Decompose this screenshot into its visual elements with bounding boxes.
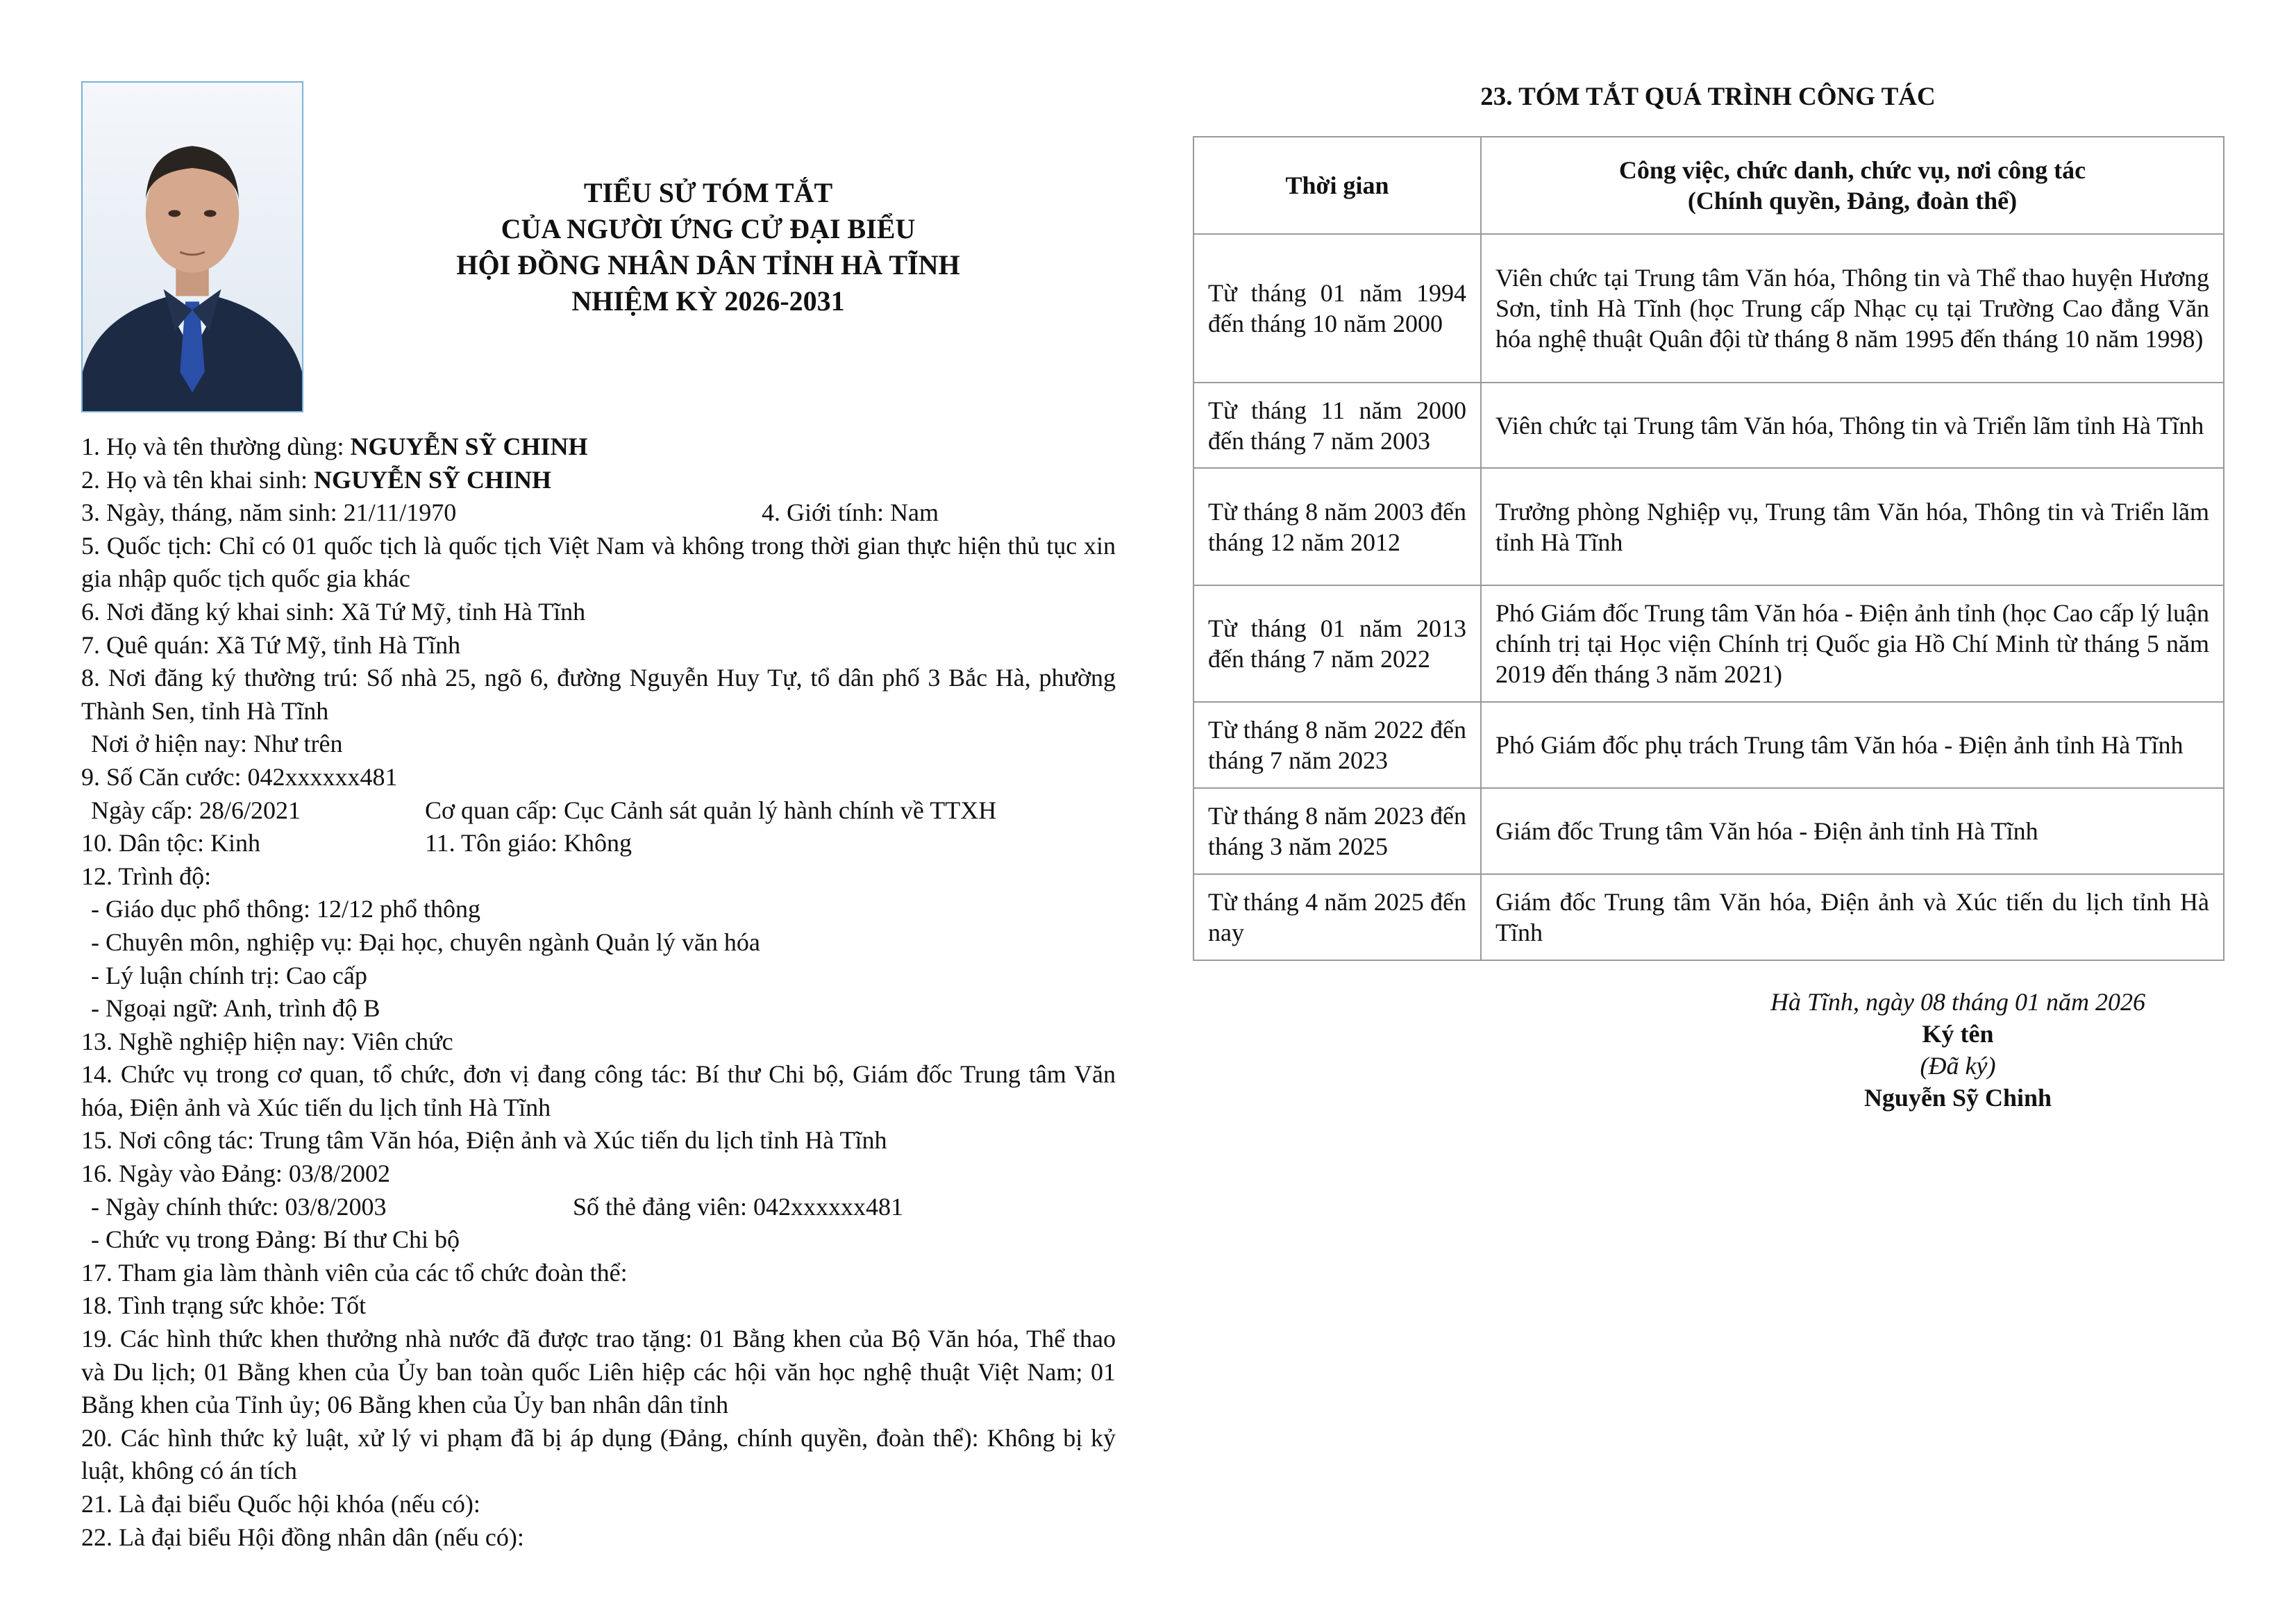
bio-item-6: 6. Nơi đăng ký khai sinh: Xã Tứ Mỹ, tỉnh Hà Tĩnh [81,597,586,626]
religion: 11. Tôn giáo: Không [425,829,632,857]
date-of-birth: 3. Ngày, tháng, năm sinh: 21/11/1970 [81,499,457,527]
bio-item-10-11 [81,827,1116,860]
bio-item-21: 21. Là đại biểu Quốc hội khóa (nếu có): [81,1490,480,1518]
bio-item-13: 13. Nghề nghiệp hiện nay: Viên chức [81,1027,453,1055]
bio-item-12: 12. Trình độ: [81,862,212,890]
bio-item-2 [81,464,1116,497]
table-row [1193,234,2224,383]
bio-item-7: 7. Quê quán: Xã Tứ Mỹ, tỉnh Hà Tĩnh [81,630,461,659]
party-official-row [81,1191,1116,1224]
id-issue-date: Ngày cấp: 28/6/2021 [91,796,301,824]
birth-name-value: NGUYỄN SỸ CHINH [313,465,551,494]
row-description: Giám đốc Trung tâm Văn hóa, Điện ảnh và Xúc tiến du lịch tỉnh Hà Tĩnh [1481,874,2224,960]
row-time: Từ tháng 01 năm 2013 đến tháng 7 năm 2022 [1193,585,1481,702]
gender: 4. Giới tính: Nam [762,499,939,527]
signed-note: (Đã ký) [1920,1052,1996,1080]
biography-list [81,430,1116,1554]
row-time: Từ tháng 11 năm 2000 đến tháng 7 năm 2003 [1193,383,1481,468]
row-description: Phó Giám đốc phụ trách Trung tâm Văn hóa - Điện ảnh tỉnh Hà Tĩnh [1481,702,2224,788]
common-name-label: 1. Họ và tên thường dùng: [81,433,351,460]
education-political: - Lý luận chính trị: Cao cấp [91,961,367,989]
ethnicity: 10. Dân tộc: Kinh [81,829,260,857]
common-name-value: NGUYỄN SỸ CHINH [350,433,588,460]
row-time: Từ tháng 4 năm 2025 đến nay [1193,874,1481,960]
table-row [1193,585,2224,702]
bio-item-16: 16. Ngày vào Đảng: 03/8/2002 [81,1160,390,1188]
table-row [1193,702,2224,788]
row-description: Viên chức tại Trung tâm Văn hóa, Thông tin và Triển lãm tỉnh Hà Tĩnh [1481,383,2224,468]
bio-item-19: 19. Các hình thức khen thưởng nhà nước đã được trao tặng: 01 Bằng khen của Bộ Văn hóa, Thể thao và Du lịch; 01 Bằng khen của Ủy ban toàn quốc Liên hiệp các hội văn học nghệ thuật Việt Nam; 01 Bằng khen của Tỉnh ủy; 06 Bằng khen của Ủy ban nhân dân tỉnh [81,1325,1116,1419]
bio-item-14: 14. Chức vụ trong cơ quan, tổ chức, đơn vị đang công tác: Bí thư Chi bộ, Giám đốc Trung tâm Văn hóa, Điện ảnh và Xúc tiến du lịch tỉnh Hà Tĩnh [81,1060,1116,1121]
row-description: Viên chức tại Trung tâm Văn hóa, Thông tin và Thể thao huyện Hương Sơn, tỉnh Hà Tĩnh (học Trung cấp Nhạc cụ tại Trường Cao đẳng Văn hóa nghệ thuật Quân đội từ tháng 8 năm 1995 đến tháng 10 năm 1998) [1481,234,2224,383]
education-language: - Ngoại ngữ: Anh, trình độ B [91,994,380,1023]
bio-item-1 [81,430,1116,464]
table-row [1193,468,2224,585]
bio-item-17: 17. Tham gia làm thành viên của các tổ chức đoàn thể: [81,1258,628,1287]
row-description: Giám đốc Trung tâm Văn hóa - Điện ảnh tỉnh Hà Tĩnh [1481,788,2224,874]
title-line-3: HỘI ĐỒNG NHÂN DÂN TỈNH HÀ TĨNH [456,249,960,281]
education-professional: - Chuyên môn, nghiệp vụ: Đại học, chuyên ngành Quản lý văn hóa [91,928,760,956]
header-description-line-2: (Chính quyền, Đảng, đoàn thể) [1687,187,2018,215]
bio-item-18: 18. Tình trạng sức khỏe: Tốt [81,1291,367,1320]
bio-item-15: 15. Nơi công tác: Trung tâm Văn hóa, Điện ảnh và Xúc tiến du lịch tỉnh Hà Tĩnh [81,1126,887,1155]
place-and-date: Hà Tĩnh, ngày 08 tháng 01 năm 2026 [1770,988,2145,1016]
party-position: - Chức vụ trong Đảng: Bí thư Chi bộ [91,1225,460,1254]
bio-item-5: 5. Quốc tịch: Chỉ có 01 quốc tịch là quốc tịch Việt Nam và không trong thời gian thực hiện thủ tục xin gia nhập quốc tịch quốc gia khác [81,531,1116,593]
row-time: Từ tháng 8 năm 2003 đến tháng 12 năm 2012 [1193,468,1481,585]
header-description-line-1: Công việc, chức danh, chức vụ, nơi công tác [1618,156,2086,184]
id-issuer: Cơ quan cấp: Cục Cảnh sát quản lý hành chính về TTXH [425,796,997,824]
table-row [1193,874,2224,960]
party-card-number: Số thẻ đảng viên: 042xxxxxx481 [573,1192,903,1221]
document-title [361,175,1055,319]
party-official-date: - Ngày chính thức: 03/8/2003 [91,1192,387,1221]
table-header-row [1193,137,2224,234]
work-history-table [1193,136,2224,961]
title-line-4: NHIỆM KỲ 2026-2031 [571,285,845,317]
candidate-portrait [81,81,303,412]
row-time: Từ tháng 8 năm 2023 đến tháng 3 năm 2025 [1193,788,1481,874]
current-residence: Nơi ở hiện nay: Như trên [91,730,343,758]
title-line-2: CỦA NGƯỜI ỨNG CỬ ĐẠI BIỂU [501,213,916,244]
birth-name-label: 2. Họ và tên khai sinh: [81,465,314,494]
table-row [1193,788,2224,874]
row-description: Phó Giám đốc Trung tâm Văn hóa - Điện ảnh tỉnh (học Cao cấp lý luận chính trị tại Học viện Chính trị Quốc gia Hồ Chí Minh từ tháng 5 năm 2019 đến tháng 3 năm 2021) [1481,585,2224,702]
id-issue-row [81,794,1116,828]
work-history-heading: 23. TÓM TẮT QUÁ TRÌNH CÔNG TÁC [1480,83,1936,111]
bio-item-3-4 [81,496,1116,530]
header-description [1481,137,2224,234]
signer-name: Nguyễn Sỹ Chinh [1863,1084,2052,1112]
header-time: Thời gian [1193,137,1481,234]
bio-item-20: 20. Các hình thức kỷ luật, xử lý vi phạm đã bị áp dụng (Đảng, chính quyền, đoàn thể): Không bị kỷ luật, không có án tích [81,1423,1116,1485]
row-time: Từ tháng 01 năm 1994 đến tháng 10 năm 2000 [1193,234,1481,383]
bio-item-9: 9. Số Căn cước: 042xxxxxx481 [81,762,398,791]
row-time: Từ tháng 8 năm 2022 đến tháng 7 năm 2023 [1193,702,1481,788]
signature-block [1639,986,2277,1114]
row-description: Trưởng phòng Nghiệp vụ, Trung tâm Văn hóa, Thông tin và Triển lãm tỉnh Hà Tĩnh [1481,468,2224,585]
education-general: - Giáo dục phổ thông: 12/12 phổ thông [91,895,480,923]
bio-item-22: 22. Là đại biểu Hội đồng nhân dân (nếu có): [81,1523,524,1551]
title-line-1: TIỂU SỬ TÓM TẮT [583,177,833,208]
signature-label: Ký tên [1922,1020,1994,1048]
bio-item-8: 8. Nơi đăng ký thường trú: Số nhà 25, ngõ 6, đường Nguyễn Huy Tự, tổ dân phố 3 Bắc Hà, phường Thành Sen, tỉnh Hà Tĩnh [81,664,1116,725]
table-row [1193,383,2224,468]
